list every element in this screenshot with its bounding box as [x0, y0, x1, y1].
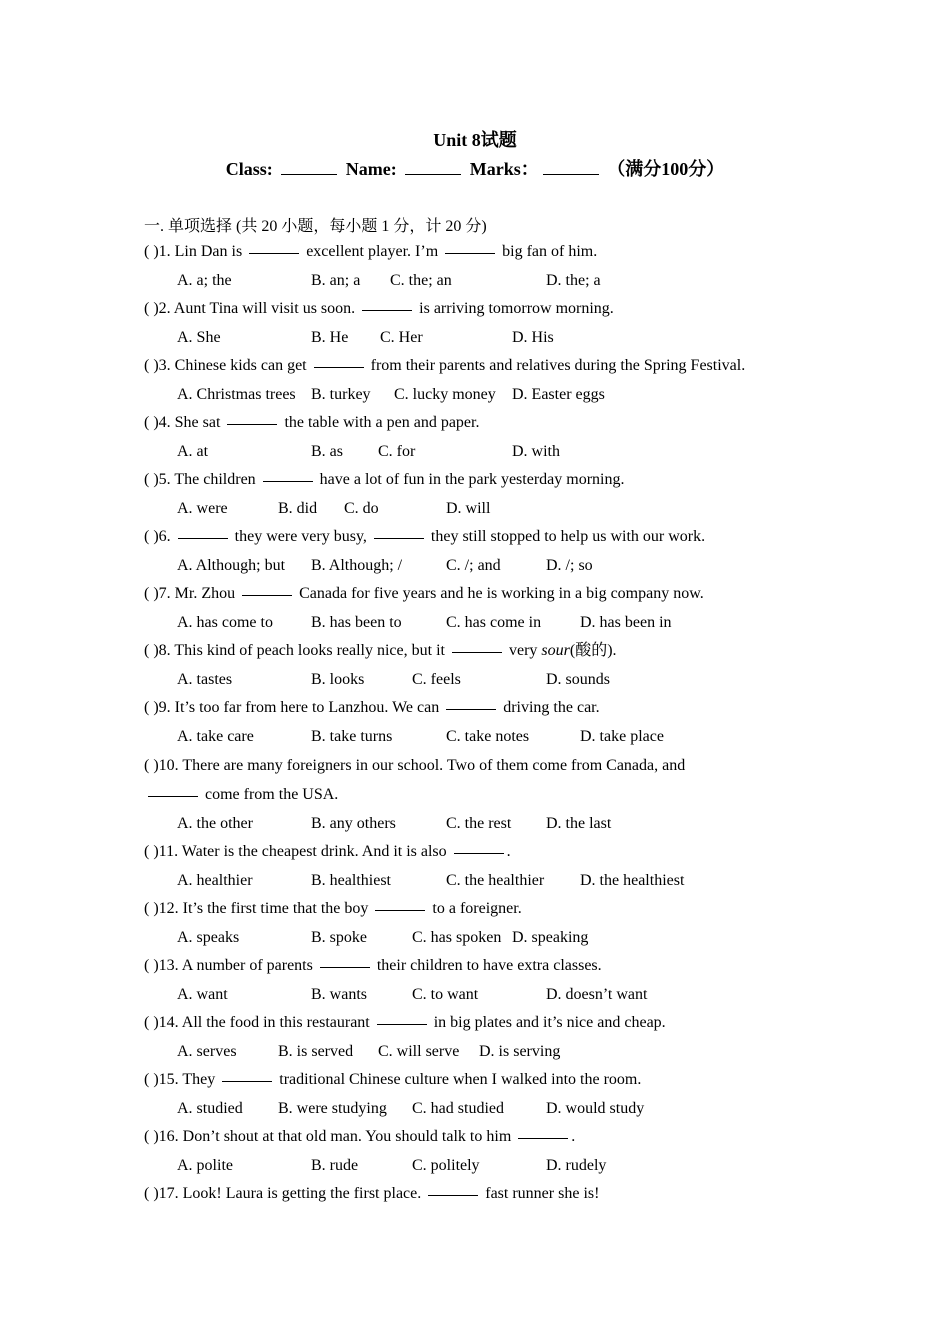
question-text: ( )7. Mr. Zhou: [144, 585, 236, 602]
question-text: their children to have extra classes.: [376, 957, 602, 974]
option-d: D. doesn’t want: [546, 986, 648, 1003]
answer-blank: [320, 966, 370, 968]
question-text: traditional Chinese culture when I walked into the room.: [279, 1071, 642, 1088]
answer-blank: [377, 1023, 427, 1025]
marks-blank: [543, 173, 599, 175]
question-text: ( )1. Lin Dan is: [144, 243, 243, 260]
question-text: big fan of him.: [502, 243, 598, 260]
option-a: A. has come to: [177, 614, 273, 631]
option-c: C. to want: [412, 986, 479, 1003]
question-text: ( )2. Aunt Tina will visit us soon.: [144, 300, 356, 317]
option-c: C. the rest: [446, 815, 512, 832]
question-text: come from the USA.: [201, 786, 339, 803]
question-stem: [144, 641, 617, 661]
option-d: D. will: [446, 500, 491, 517]
option-a: A. Christmas trees: [177, 386, 296, 403]
option-d: D. would study: [546, 1100, 645, 1117]
question-stem: [144, 470, 624, 490]
question-text: fast runner she is!: [485, 1185, 600, 1202]
marks-label: Marks：: [469, 159, 539, 179]
class-blank: [281, 173, 337, 175]
question-text: ( )12. It’s the first time that the boy: [144, 900, 369, 917]
option-d: D. take place: [580, 728, 664, 745]
question-text: ( )11. Water is the cheapest drink. And it is also: [144, 843, 447, 860]
option-a: A. She: [177, 329, 221, 346]
option-b: B. looks: [311, 671, 365, 688]
question-text: from their parents and relatives during the Spring Festival.: [370, 357, 746, 374]
class-label: Class:: [225, 159, 273, 179]
question-text: to a foreigner.: [432, 900, 522, 917]
option-c: C. had studied: [412, 1100, 504, 1117]
option-c: C. the healthier: [446, 872, 545, 889]
option-a: A. Although; but: [177, 557, 286, 574]
question-text: .: [506, 843, 511, 860]
option-b: B. has been to: [311, 614, 402, 631]
option-b: B. as: [311, 443, 343, 460]
option-a: A. serves: [177, 1043, 237, 1060]
option-b: B. take turns: [311, 728, 393, 745]
option-a: A. healthier: [177, 872, 253, 889]
answer-blank: [445, 252, 495, 254]
answer-blank: [222, 1080, 272, 1082]
question-stem: [144, 527, 705, 547]
question-stem: [144, 756, 685, 776]
option-b: B. did: [278, 500, 318, 517]
question-text: ( )14. All the food in this restaurant: [144, 1014, 370, 1031]
question-text: they were very busy,: [234, 528, 367, 545]
option-a: A. were: [177, 500, 228, 517]
answer-blank: [518, 1137, 568, 1139]
question-text: ( )10. There are many foreigners in our school. Two of them come from Canada, and: [144, 757, 686, 774]
option-d: D. is serving: [479, 1043, 561, 1060]
question-text: is arriving tomorrow morning.: [419, 300, 614, 317]
option-c: C. for: [378, 443, 416, 460]
question-text: Canada for five years and he is working in a big company now.: [299, 585, 704, 602]
question-stem: [144, 584, 704, 604]
option-d: D. /; so: [546, 557, 593, 574]
answer-blank: [263, 480, 313, 482]
option-c: C. Her: [380, 329, 423, 346]
question-text: ( )4. She sat: [144, 414, 221, 431]
question-text: ( )8. This kind of peach looks really nice, but it: [144, 642, 445, 659]
option-a: A. polite: [177, 1157, 233, 1174]
option-d: D. speaking: [512, 929, 589, 946]
option-b: B. is served: [278, 1043, 354, 1060]
option-c: C. politely: [412, 1157, 480, 1174]
question-text: .: [571, 1128, 576, 1145]
question-stem: [144, 242, 597, 262]
option-b: B. were studying: [278, 1100, 387, 1117]
option-d: D. the last: [546, 815, 612, 832]
name-blank: [405, 173, 461, 175]
question-text: ( )17. Look! Laura is getting the first place.: [144, 1185, 422, 1202]
question-text: ( )16. Don’t shout at that old man. You should talk to him: [144, 1128, 512, 1145]
option-c: C. do: [344, 500, 379, 517]
question-text: have a lot of fun in the park yesterday morning.: [319, 471, 625, 488]
full-marks-note: （满分100分）: [607, 159, 725, 179]
question-stem: [144, 413, 479, 433]
option-a: A. tastes: [177, 671, 233, 688]
answer-blank: [362, 309, 412, 311]
question-stem-continued: [145, 785, 338, 805]
answer-blank: [227, 423, 277, 425]
option-b: B. any others: [311, 815, 396, 832]
option-c: C. lucky money: [394, 386, 496, 403]
question-stem: [144, 356, 745, 376]
option-a: A. a; the: [177, 272, 232, 289]
page-title: Unit 8试题: [433, 130, 517, 150]
option-b: B. wants: [311, 986, 367, 1003]
question-text: they still stopped to help us with our work.: [430, 528, 706, 545]
answer-blank: [374, 537, 424, 539]
option-b: B. an; a: [311, 272, 361, 289]
question-stem: [144, 698, 600, 718]
question-text: ( )9. It’s too far from here to Lanzhou. We can: [144, 699, 440, 716]
option-b: B. healthiest: [311, 872, 391, 889]
question-stem: [144, 1070, 641, 1090]
answer-blank: [454, 852, 504, 854]
option-c: C. take notes: [446, 728, 530, 745]
option-a: A. studied: [177, 1100, 243, 1117]
option-c: C. the; an: [390, 272, 452, 289]
option-d: D. Easter eggs: [512, 386, 605, 403]
answer-blank: [314, 366, 364, 368]
option-d: D. the healthiest: [580, 872, 685, 889]
option-a: A. take care: [177, 728, 254, 745]
question-text: driving the car.: [503, 699, 600, 716]
section-title: 一. 单项选择 (共 20 小题，每小题 1 分，计 20 分): [144, 218, 487, 235]
question-text: ( )13. A number of parents: [144, 957, 313, 974]
option-c: C. feels: [412, 671, 461, 688]
option-b: B. spoke: [311, 929, 367, 946]
option-d: D. rudely: [546, 1157, 607, 1174]
answer-blank: [249, 252, 299, 254]
question-text: ( )3. Chinese kids can get: [144, 357, 307, 374]
question-text: ( )5. The children: [144, 471, 256, 488]
answer-blank: [242, 594, 292, 596]
question-stem: [144, 1013, 666, 1033]
question-text: ( )15. They: [144, 1071, 216, 1088]
question-stem: [144, 899, 522, 919]
option-b: B. Although; /: [311, 557, 403, 574]
question-stem: [144, 1184, 599, 1204]
option-d: D. His: [512, 329, 554, 346]
answer-blank: [428, 1194, 478, 1196]
question-stem: [144, 842, 511, 862]
question-stem: [144, 299, 614, 319]
question-text: in big plates and it’s nice and cheap.: [433, 1014, 666, 1031]
question-stem: [144, 1127, 575, 1147]
answer-blank: [452, 651, 502, 653]
option-c: C. has come in: [446, 614, 542, 631]
option-d: D. has been in: [580, 614, 672, 631]
option-c: C. has spoken: [412, 929, 502, 946]
name-label: Name:: [345, 159, 397, 179]
answer-blank: [148, 795, 198, 797]
option-c: C. will serve: [378, 1043, 460, 1060]
student-info-header: [0, 155, 950, 181]
question-text: (酸的).: [569, 642, 617, 659]
option-b: B. rude: [311, 1157, 359, 1174]
emphasized-word: sour: [541, 642, 570, 659]
question-stem: [144, 956, 602, 976]
question-text: very: [508, 642, 538, 659]
option-d: D. the; a: [546, 272, 601, 289]
answer-blank: [375, 909, 425, 911]
option-a: A. at: [177, 443, 209, 460]
answer-blank: [446, 708, 496, 710]
option-d: D. sounds: [546, 671, 611, 688]
question-text: the table with a pen and paper.: [284, 414, 480, 431]
question-text: excellent player. I’m: [306, 243, 439, 260]
option-a: A. want: [177, 986, 228, 1003]
option-a: A. speaks: [177, 929, 240, 946]
answer-blank: [178, 537, 228, 539]
option-b: B. turkey: [311, 386, 371, 403]
question-text: ( )6.: [144, 528, 171, 545]
option-d: D. with: [512, 443, 560, 460]
option-b: B. He: [311, 329, 349, 346]
option-a: A. the other: [177, 815, 253, 832]
option-c: C. /; and: [446, 557, 501, 574]
